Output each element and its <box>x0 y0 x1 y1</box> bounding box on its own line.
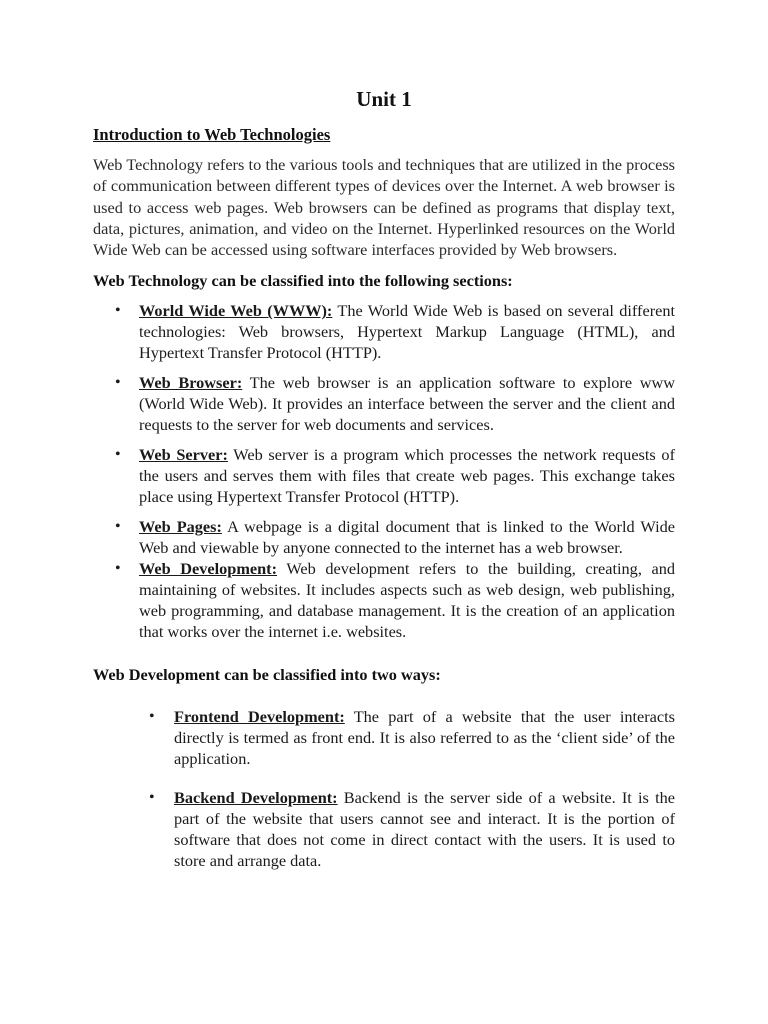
list-item-web-pages <box>93 516 675 558</box>
list-item-text: The World Wide Web is based on several different technologies: Web browsers, Hypertext Markup Language (HTML), and Hypertext Transfer Protocol (HTTP). <box>139 301 676 363</box>
list-item-backend <box>93 787 675 871</box>
list-item-web-development <box>93 558 675 642</box>
dev-types-list <box>93 706 675 871</box>
list-item-term: Web Browser: <box>139 373 243 393</box>
list-item-frontend <box>93 706 675 769</box>
list-item-term: Backend Development: <box>174 788 338 808</box>
list-item-text: The part of a website that the user interacts directly is termed as front end. It is also referred to as the ‘client side’ of the application. <box>174 707 675 769</box>
list-item-term: Frontend Development: <box>174 707 345 727</box>
list-item-term: Web Development: <box>139 559 278 579</box>
list-item-www <box>93 300 675 363</box>
list-item-text: Web development refers to the building, creating, and maintaining of websites. It includes aspects such as web design, web publishing, web programming, and database management. It is the creation of an application that works over the internet i.e. websites. <box>139 559 675 642</box>
list-item-text: A webpage is a digital document that is linked to the World Wide Web and viewable by anyone connected to the internet has a web browser. <box>139 517 675 558</box>
sections-heading: Web Technology can be classified into the following sections: <box>93 271 513 291</box>
list-item-web-server <box>93 444 675 507</box>
list-item-text: Web server is a program which processes the network requests of the users and serves them with files that create web pages. This exchange takes place using Hypertext Transfer Protocol (HTTP). <box>139 445 675 507</box>
list-item-text: The web browser is an application software to explore www (World Wide Web). It provides an interface between the server and the client and requests to the server for web documents and services. <box>139 373 675 435</box>
list-item-term: Web Server: <box>139 445 228 465</box>
list-item-web-browser <box>93 372 675 435</box>
section-heading: Introduction to Web Technologies <box>93 125 331 144</box>
list-item-term: World Wide Web (WWW): <box>139 301 333 321</box>
sections-list <box>93 300 675 642</box>
page-title: Unit 1 <box>356 87 412 111</box>
list-item-text: Backend is the server side of a website. It is the part of the website that users cannot see and interact. It is the portion of software that does not come in direct contact with the users. It is used to store and arrange data. <box>174 788 675 871</box>
dev-heading: Web Development can be classified into two ways: <box>93 665 441 685</box>
intro-paragraph: Web Technology refers to the various tools and techniques that are utilized in the process of communication between different types of devices over the Internet. A web browser is used to access web pages. Web browsers can be defined as programs that display text, data, pictures, animation, and video on the Internet. Hyperlinked resources on the World Wide Web can be accessed using software interfaces provided by Web browsers. <box>93 155 675 260</box>
list-item-term: Web Pages: <box>139 517 222 537</box>
